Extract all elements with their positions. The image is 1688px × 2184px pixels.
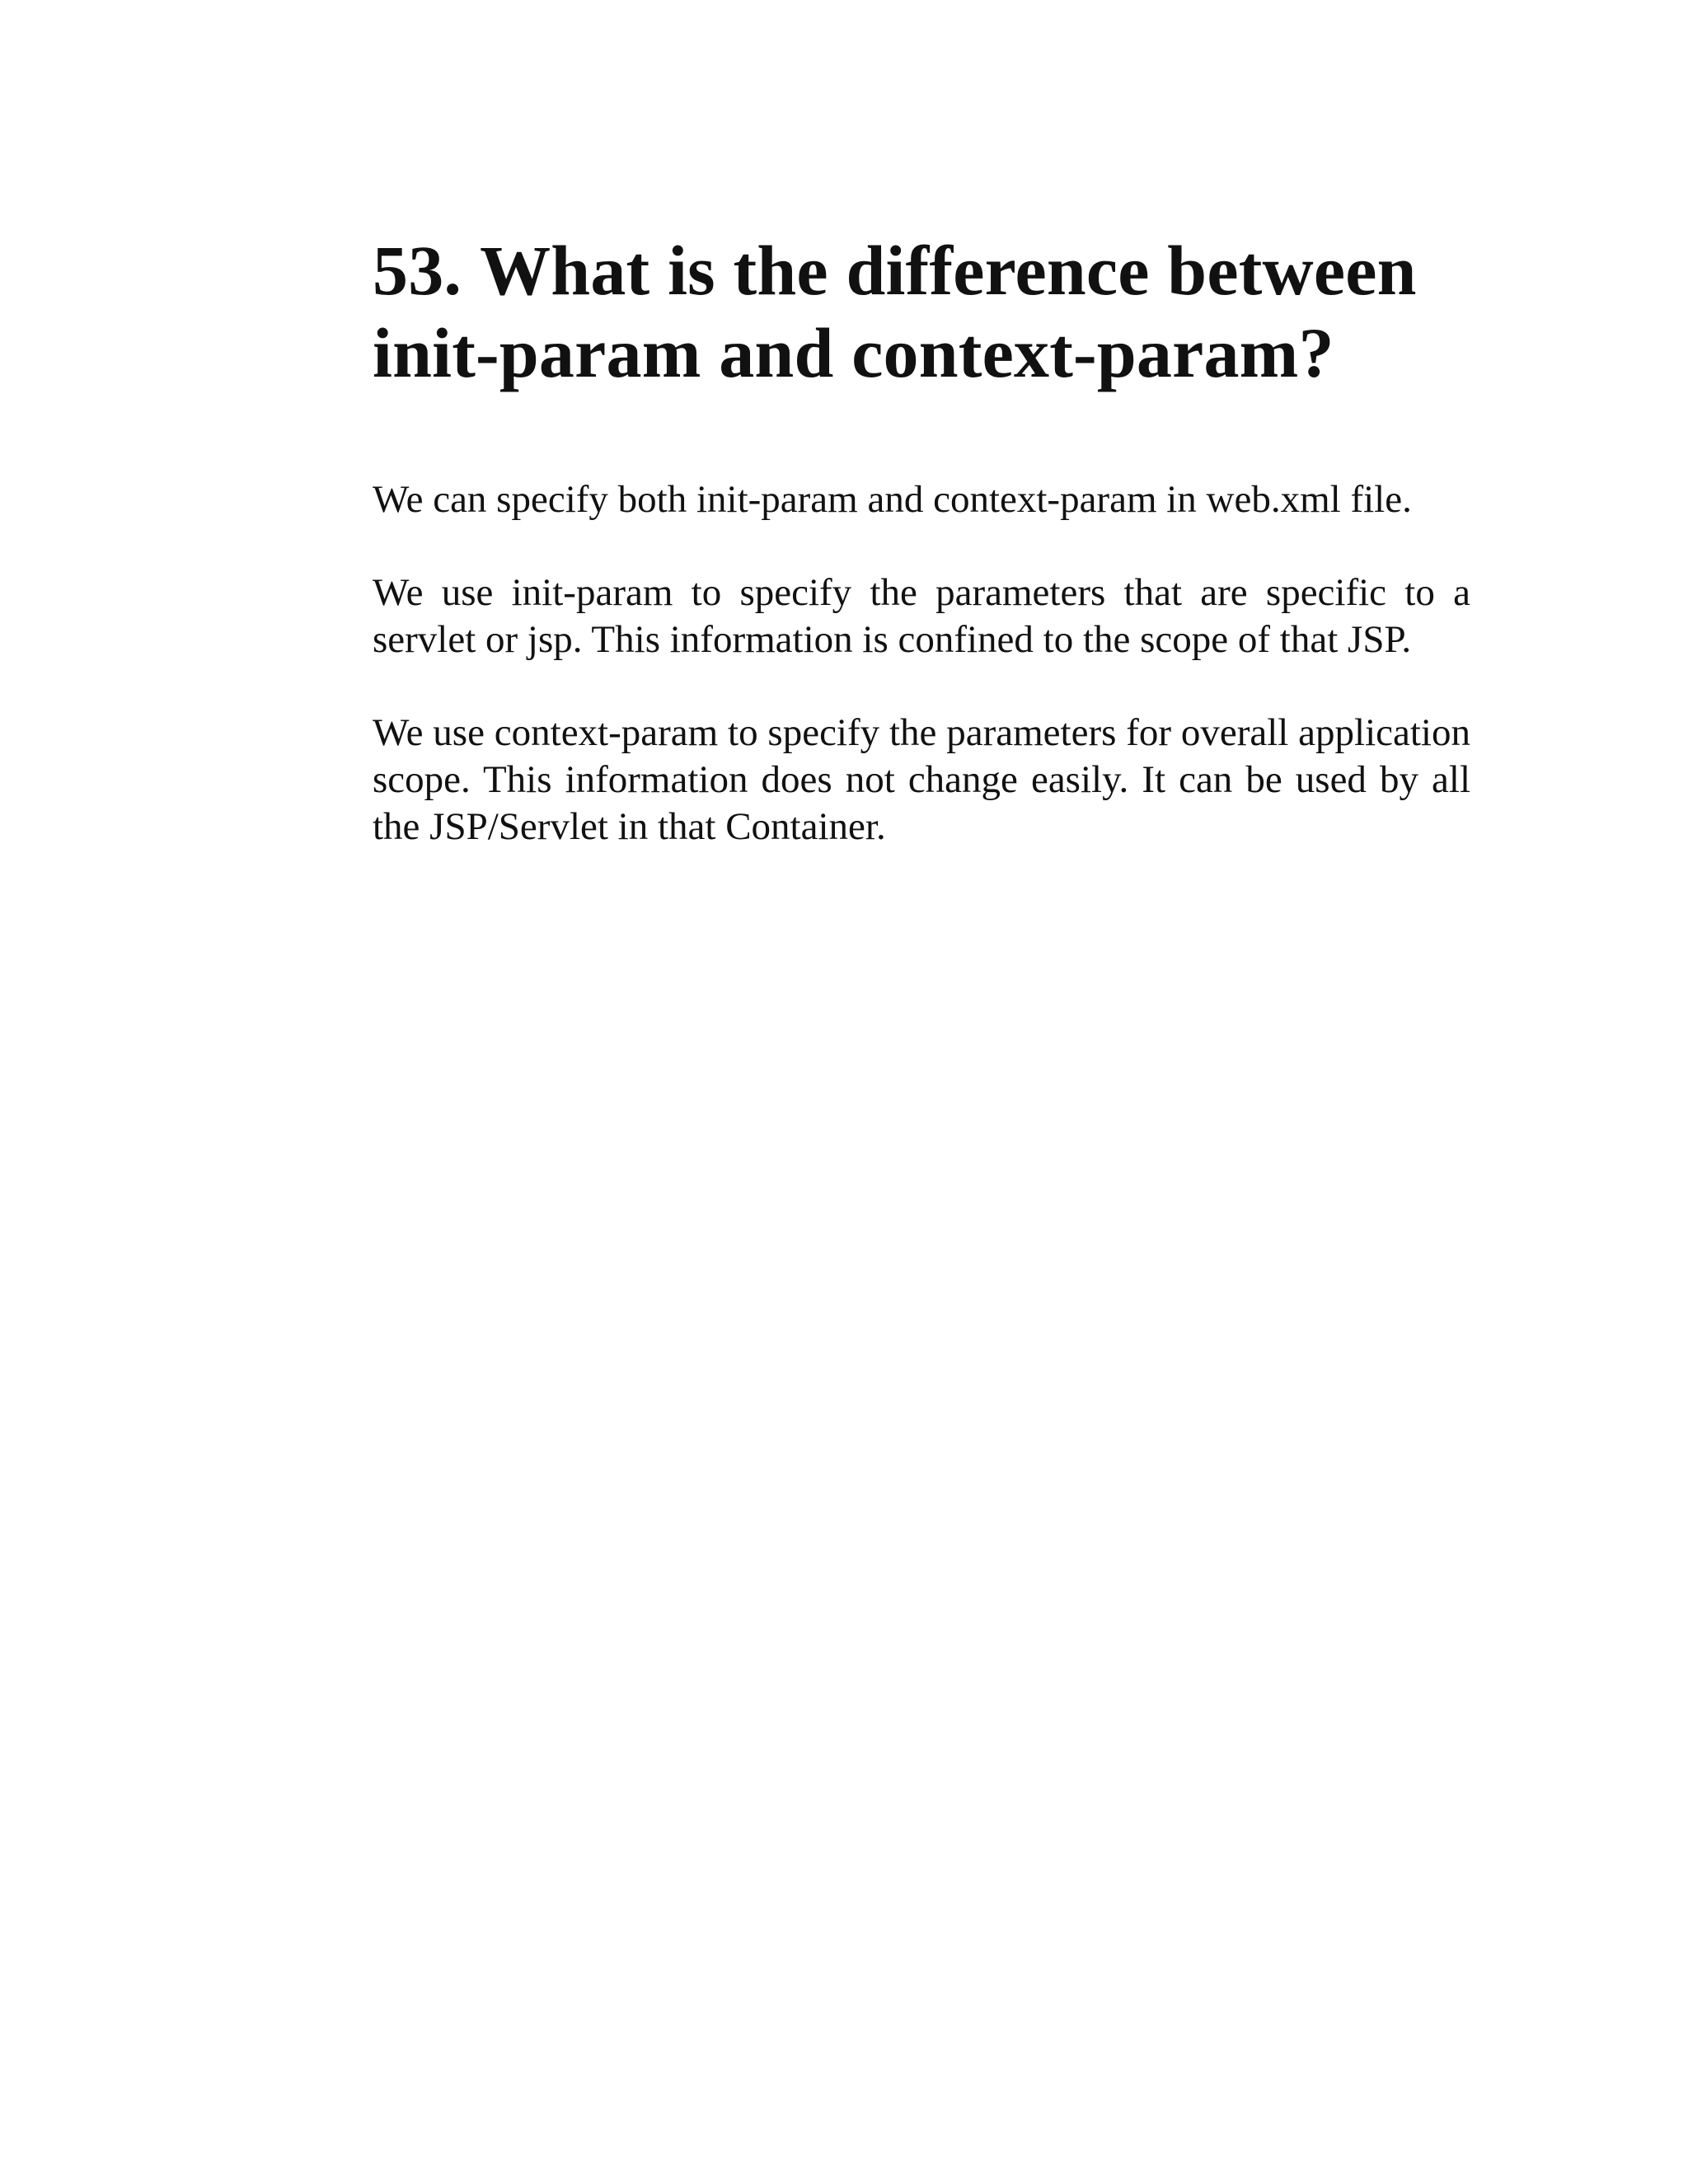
question-title-line-1: What is the difference between	[480, 231, 1417, 310]
answer-paragraph-2: We use init-param to specify the parameters that are specific to a servlet or jsp. This information is confined to the scope of that JSP.	[373, 571, 1470, 661]
question-title-line-2: init-param and context-param?	[373, 313, 1334, 392]
question-number: 53.	[373, 231, 462, 310]
page-content	[373, 229, 1470, 851]
answer-paragraph-1: We can specify both init-param and context-param in web.xml file.	[373, 478, 1412, 521]
answer-paragraph-3: We use context-param to specify the parameters for overall application scope. This information does not change easily. It can be used by all the JSP/Servlet in that Container.	[373, 711, 1470, 848]
question-heading	[373, 229, 1470, 394]
